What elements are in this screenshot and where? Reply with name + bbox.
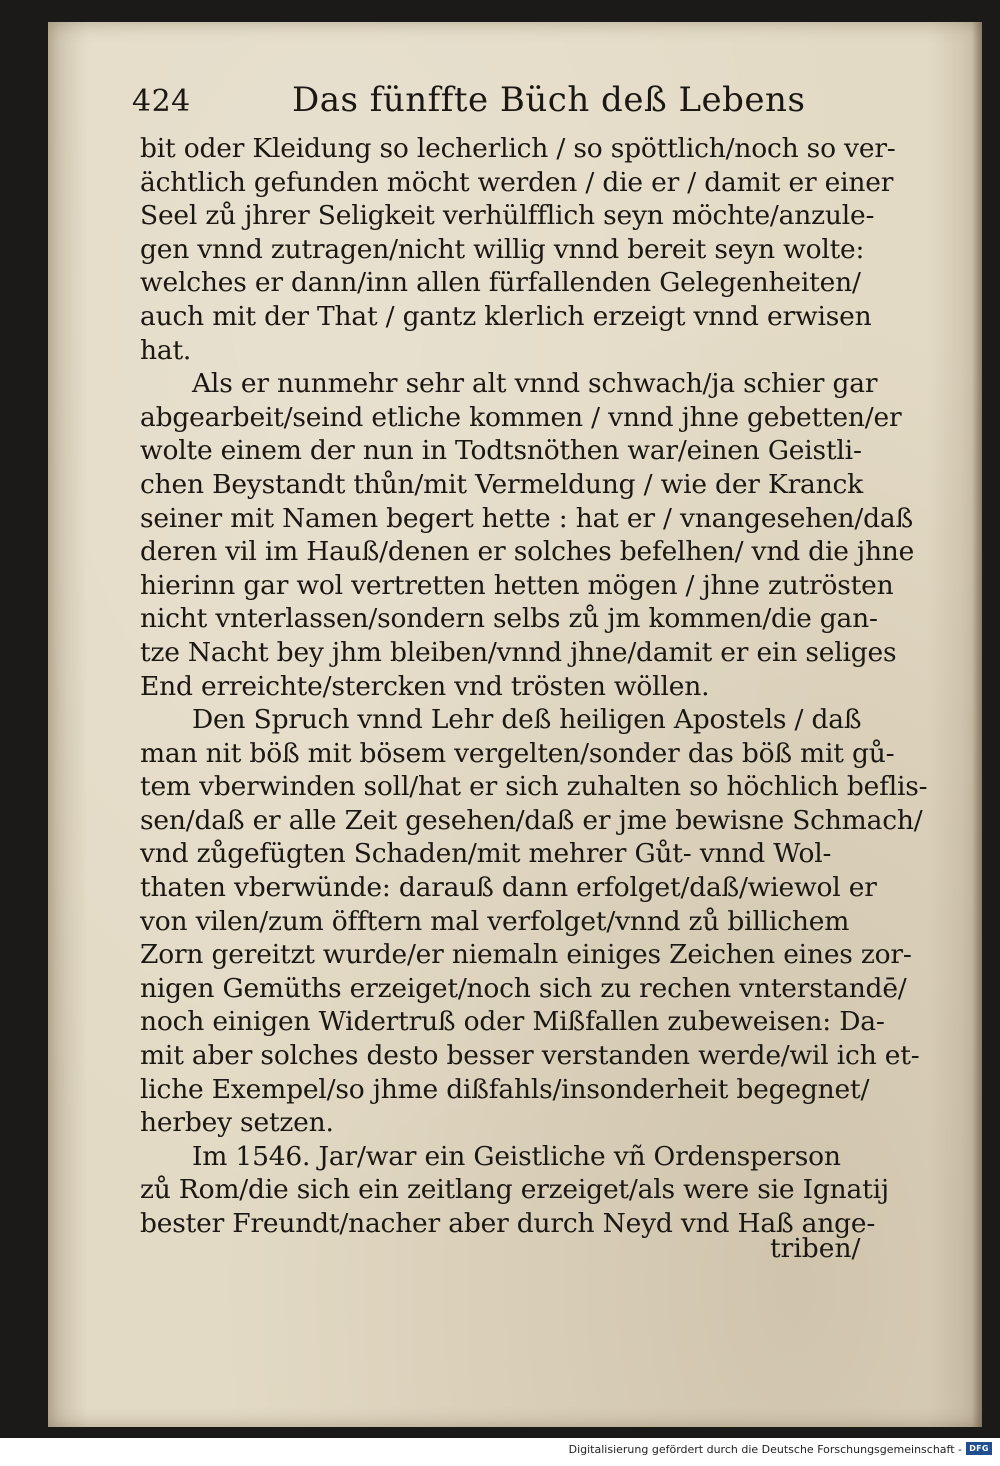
running-title: Das fünffte Büch deß Lebens: [292, 80, 806, 120]
text-line: abgearbeit/seind etliche kommen / vnnd jhne gebetten/er: [140, 401, 902, 433]
digitization-credit: Digitalisierung gefördert durch die Deutsche Forschungsgemeinschaft -: [568, 1443, 962, 1456]
catchword: triben/: [770, 1233, 861, 1264]
body-text: [140, 132, 930, 1241]
text-line: bester Freundt/nacher aber durch Neyd vnd Haß ange-: [140, 1208, 876, 1239]
text-line: Seel zů jhrer Seligkeit verhülfflich seyn möchte/anzule-: [140, 200, 875, 232]
text-line: zů Rom/die sich ein zeitlang erzeiget/als were sie Ignatij: [140, 1174, 889, 1206]
text-line: liche Exempel/so jhme dißfahls/insonderheit begegnet/: [140, 1073, 870, 1105]
text-line: sen/daß er alle Zeit gesehen/daß er jme bewisne Schmach/: [140, 804, 923, 836]
text-line: nicht vnterlassen/sondern selbs zů jm kommen/die gan-: [140, 603, 878, 635]
text-line: Als er nunmehr sehr alt vnnd schwach/ja schier gar: [192, 368, 878, 400]
dfg-logo-icon: DFG: [966, 1442, 992, 1455]
text-line: hierinn gar wol vertretten hetten mögen / jhne zutrösten: [140, 569, 894, 601]
text-line: End erreichte/stercken vnd trösten wöllen.: [140, 670, 710, 702]
text-line: hat.: [140, 334, 192, 366]
text-line: tze Nacht bey jhm bleiben/vnnd jhne/damit er ein seliges: [140, 636, 897, 668]
page-number: 424: [132, 84, 191, 119]
text-line: nigen Gemüths erzeiget/noch sich zu rechen vnterstandē/: [140, 972, 907, 1004]
text-line: herbey setzen.: [140, 1107, 334, 1139]
text-line: Im 1546. Jar/war ein Geistliche vñ Ordensperson: [192, 1140, 841, 1172]
text-line: Zorn gereitzt wurde/er niemaln einiges Zeichen eines zor-: [140, 939, 912, 971]
text-line: noch einigen Widertruß oder Mißfallen zubeweisen: Da-: [140, 1006, 885, 1038]
text-line: auch mit der That / gantz klerlich erzeigt vnnd erwisen: [140, 300, 872, 332]
text-line: ächtlich gefunden möcht werden / die er / damit er einer: [140, 166, 894, 198]
text-line: mit aber solches desto besser verstanden werde/wil ich et-: [140, 1040, 920, 1072]
text-line: vnd zůgefügten Schaden/mit mehrer Gůt- vnnd Wol-: [140, 838, 832, 870]
page-edge-shadow: [972, 22, 982, 1427]
text-line: Den Spruch vnnd Lehr deß heiligen Apostels / daß: [192, 704, 862, 736]
text-line: thaten vberwünde: darauß dann erfolget/daß/wiewol er: [140, 872, 877, 904]
text-line: welches er dann/inn allen fürfallenden Gelegenheiten/: [140, 267, 861, 299]
text-line: deren vil im Hauß/denen er solches befelhen/ vnd die jhne: [140, 536, 915, 568]
text-line: seiner mit Namen begert hette : hat er / vnangesehen/daß: [140, 502, 914, 534]
text-line: tem vberwinden soll/hat er sich zuhalten so höchlich beflis-: [140, 771, 928, 803]
running-head: [132, 78, 806, 134]
text-line: von vilen/zum öfftern mal verfolget/vnnd zů billichem: [140, 905, 850, 937]
text-line: wolte einem der nun in Todtsnöthen war/einen Geistli-: [140, 435, 862, 467]
text-line: gen vnnd zutragen/nicht willig vnnd bereit seyn wolte:: [140, 233, 865, 265]
text-line: chen Beystandt thůn/mit Vermeldung / wie der Kranck: [140, 468, 864, 500]
text-line: bit oder Kleidung so lecherlich / so spöttlich/noch so ver-: [140, 133, 896, 164]
text-line: man nit böß mit bösem vergelten/sonder das böß mit gů-: [140, 737, 895, 769]
